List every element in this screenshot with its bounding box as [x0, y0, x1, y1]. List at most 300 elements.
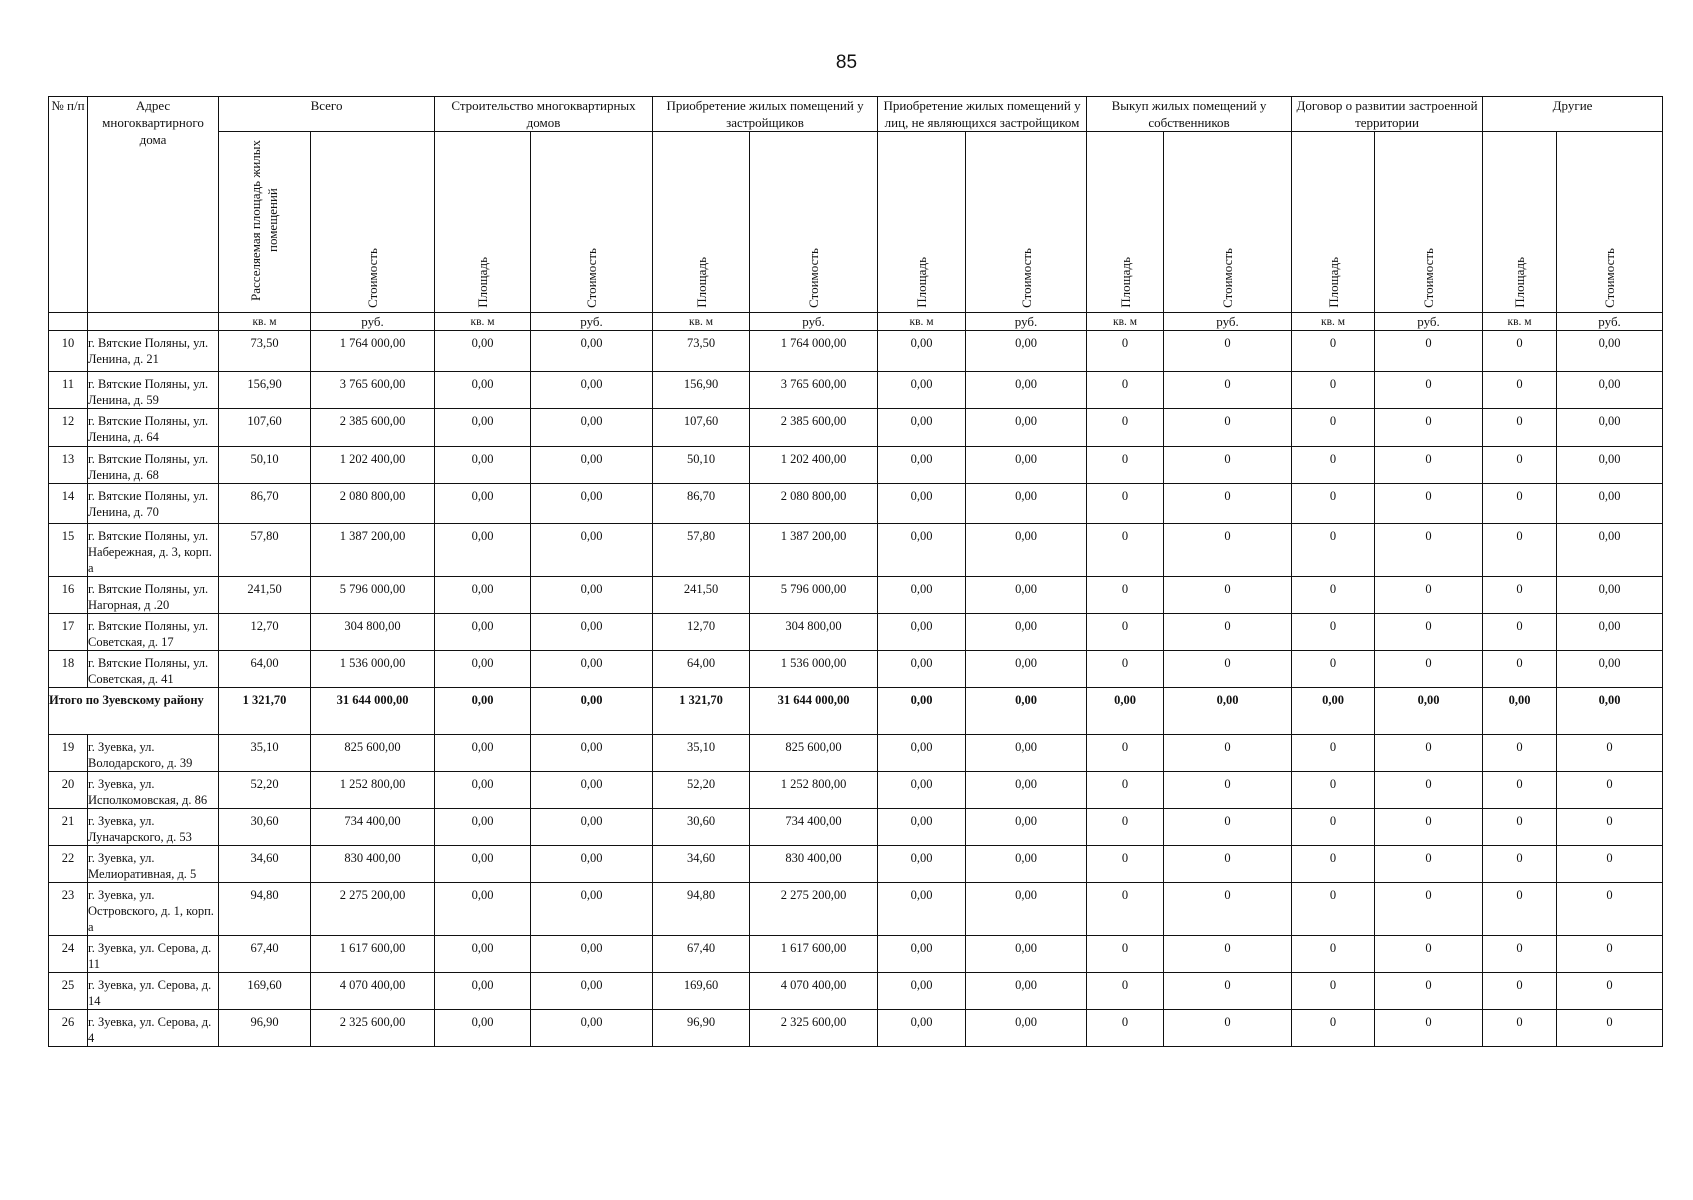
cell-value: 3 765 600,00 [750, 372, 878, 409]
total-value: 0,00 [1557, 688, 1663, 735]
cell-value: 0 [1483, 772, 1557, 809]
row-number: 22 [49, 846, 88, 883]
cell-value: 0 [1087, 883, 1164, 936]
cell-value: 734 400,00 [311, 809, 435, 846]
table-row [49, 846, 1663, 883]
cell-value: 830 400,00 [750, 846, 878, 883]
cell-value: 0,00 [531, 809, 653, 846]
subcol-header [219, 132, 311, 313]
total-value: 0,00 [1164, 688, 1292, 735]
cell-value: 0 [1292, 883, 1375, 936]
cell-value: 57,80 [219, 524, 311, 577]
cell-value: 0,00 [435, 372, 531, 409]
cell-value: 0 [1164, 331, 1292, 372]
cell-value: 34,60 [653, 846, 750, 883]
cell-value: 2 385 600,00 [750, 409, 878, 447]
cell-value: 0 [1483, 409, 1557, 447]
cell-value: 0,00 [435, 846, 531, 883]
cell-value: 0 [1292, 936, 1375, 973]
cell-value: 0 [1164, 936, 1292, 973]
cell-value: 0 [1087, 651, 1164, 688]
row-number: 25 [49, 973, 88, 1010]
cell-value: 0,00 [435, 577, 531, 614]
subcol-header [435, 132, 531, 313]
cell-value: 0 [1164, 447, 1292, 484]
cell-value: 156,90 [653, 372, 750, 409]
cell-value: 0,00 [531, 409, 653, 447]
cell-value: 0,00 [531, 447, 653, 484]
cell-value: 86,70 [653, 484, 750, 524]
header-group-buyout: Выкуп жилых помещений у собственников [1087, 97, 1292, 132]
cell-value: 1 617 600,00 [750, 936, 878, 973]
cell-value: 0,00 [878, 846, 966, 883]
cell-value: 0 [1375, 936, 1483, 973]
subcol-header-label: Площадь [1325, 257, 1341, 308]
row-address: г. Зуевка, ул. Серова, д. 11 [88, 936, 219, 973]
cell-value: 0 [1292, 524, 1375, 577]
table-row [49, 772, 1663, 809]
subcol-header [1292, 132, 1375, 313]
cell-value: 107,60 [219, 409, 311, 447]
cell-value: 0 [1164, 524, 1292, 577]
header-no: № п/п [49, 97, 88, 313]
cell-value: 0 [1087, 524, 1164, 577]
subcol-header-label: Площадь [914, 257, 930, 308]
cell-value: 0,00 [966, 651, 1087, 688]
cell-value: 0,00 [531, 1010, 653, 1047]
table-row [49, 447, 1663, 484]
subcol-header-label: Площадь [1512, 257, 1528, 308]
cell-value: 0,00 [531, 973, 653, 1010]
row-address: г. Вятские Поляны, ул. Нагорная, д .20 [88, 577, 219, 614]
cell-value: 0 [1483, 651, 1557, 688]
table-row [49, 409, 1663, 447]
cell-value: 0 [1483, 1010, 1557, 1047]
row-address: г. Зуевка, ул. Серова, д. 4 [88, 1010, 219, 1047]
subcol-header-label: Площадь [475, 257, 491, 308]
cell-value: 0,00 [966, 524, 1087, 577]
table-row [49, 577, 1663, 614]
cell-value: 0 [1483, 973, 1557, 1010]
cell-value: 0 [1483, 809, 1557, 846]
cell-value: 0,00 [531, 936, 653, 973]
cell-value: 0,00 [435, 1010, 531, 1047]
cell-value: 0,00 [878, 524, 966, 577]
cell-value: 94,80 [219, 883, 311, 936]
cell-value: 0 [1087, 614, 1164, 651]
cell-value: 0 [1557, 735, 1663, 772]
cell-value: 1 387 200,00 [311, 524, 435, 577]
cell-value: 0 [1164, 577, 1292, 614]
row-number: 13 [49, 447, 88, 484]
table-body-vyatskie-polyany [49, 331, 1663, 688]
cell-value: 0,00 [966, 614, 1087, 651]
cell-value: 0,00 [878, 883, 966, 936]
units-blank [88, 313, 219, 331]
cell-value: 34,60 [219, 846, 311, 883]
unit-label: кв. м [1087, 313, 1164, 331]
subcol-header [1375, 132, 1483, 313]
total-row [49, 688, 1663, 735]
row-address: г. Вятские Поляны, ул. Набережная, д. 3, корп. а [88, 524, 219, 577]
cell-value: 0 [1557, 883, 1663, 936]
table-row [49, 1010, 1663, 1047]
cell-value: 0,00 [966, 936, 1087, 973]
cell-value: 0,00 [531, 883, 653, 936]
cell-value: 0 [1087, 447, 1164, 484]
cell-value: 1 202 400,00 [750, 447, 878, 484]
cell-value: 0,00 [966, 846, 1087, 883]
cell-value: 0,00 [966, 809, 1087, 846]
table-row [49, 614, 1663, 651]
subcol-header [311, 132, 435, 313]
cell-value: 2 385 600,00 [311, 409, 435, 447]
cell-value: 0 [1292, 809, 1375, 846]
cell-value: 0 [1483, 331, 1557, 372]
row-number: 20 [49, 772, 88, 809]
cell-value: 0 [1164, 973, 1292, 1010]
cell-value: 0,00 [878, 973, 966, 1010]
cell-value: 734 400,00 [750, 809, 878, 846]
row-number: 21 [49, 809, 88, 846]
cell-value: 0 [1292, 772, 1375, 809]
cell-value: 0,00 [878, 484, 966, 524]
cell-value: 0,00 [435, 883, 531, 936]
cell-value: 0,00 [878, 372, 966, 409]
cell-value: 0,00 [531, 484, 653, 524]
cell-value: 0 [1375, 447, 1483, 484]
cell-value: 0 [1164, 883, 1292, 936]
cell-value: 0,00 [435, 809, 531, 846]
header-address: Адрес многоквартирного дома [88, 97, 219, 313]
cell-value: 0 [1292, 331, 1375, 372]
cell-value: 0,00 [531, 524, 653, 577]
cell-value: 0,00 [878, 809, 966, 846]
cell-value: 0,00 [966, 577, 1087, 614]
cell-value: 0 [1375, 331, 1483, 372]
cell-value: 0 [1557, 846, 1663, 883]
cell-value: 12,70 [653, 614, 750, 651]
cell-value: 0 [1164, 409, 1292, 447]
cell-value: 0,00 [435, 331, 531, 372]
subcol-header [750, 132, 878, 313]
row-number: 15 [49, 524, 88, 577]
cell-value: 0 [1292, 577, 1375, 614]
cell-value: 0 [1164, 735, 1292, 772]
table-row [49, 883, 1663, 936]
table-row [49, 973, 1663, 1010]
cell-value: 64,00 [653, 651, 750, 688]
cell-value: 0,00 [435, 651, 531, 688]
cell-value: 0,00 [1557, 331, 1663, 372]
row-address: г. Зуевка, ул. Исполкомовская, д. 86 [88, 772, 219, 809]
cell-value: 0 [1483, 614, 1557, 651]
cell-value: 30,60 [653, 809, 750, 846]
header-group-construction: Строительство многоквартирных домов [435, 97, 653, 132]
cell-value: 67,40 [219, 936, 311, 973]
cell-value: 0 [1292, 1010, 1375, 1047]
cell-value: 0,00 [531, 735, 653, 772]
header-group-development-agreement: Договор о развитии застроенной территории [1292, 97, 1483, 132]
cell-value: 0,00 [435, 735, 531, 772]
cell-value: 0 [1375, 809, 1483, 846]
cell-value: 0 [1292, 846, 1375, 883]
cell-value: 0 [1375, 484, 1483, 524]
cell-value: 0 [1087, 577, 1164, 614]
cell-value: 0 [1375, 372, 1483, 409]
cell-value: 0 [1375, 524, 1483, 577]
cell-value: 1 252 800,00 [750, 772, 878, 809]
row-address: г. Зуевка, ул. Серова, д. 14 [88, 973, 219, 1010]
cell-value: 0 [1087, 936, 1164, 973]
total-value: 31 644 000,00 [311, 688, 435, 735]
cell-value: 35,10 [653, 735, 750, 772]
cell-value: 1 764 000,00 [311, 331, 435, 372]
cell-value: 0 [1087, 735, 1164, 772]
cell-value: 0,00 [966, 735, 1087, 772]
cell-value: 0,00 [966, 973, 1087, 1010]
cell-value: 0 [1483, 846, 1557, 883]
row-address: г. Вятские Поляны, ул. Советская, д. 41 [88, 651, 219, 688]
subcol-header [1483, 132, 1557, 313]
row-number: 17 [49, 614, 88, 651]
cell-value: 50,10 [653, 447, 750, 484]
cell-value: 35,10 [219, 735, 311, 772]
total-value: 0,00 [531, 688, 653, 735]
cell-value: 2 275 200,00 [311, 883, 435, 936]
cell-value: 0,00 [435, 484, 531, 524]
subcol-header-label: Стоимость [1018, 248, 1034, 308]
unit-label: руб. [1557, 313, 1663, 331]
cell-value: 1 202 400,00 [311, 447, 435, 484]
cell-value: 50,10 [219, 447, 311, 484]
header-units-row [49, 313, 1663, 331]
cell-value: 30,60 [219, 809, 311, 846]
cell-value: 0 [1557, 1010, 1663, 1047]
cell-value: 1 536 000,00 [750, 651, 878, 688]
cell-value: 0,00 [878, 1010, 966, 1047]
cell-value: 0,00 [878, 735, 966, 772]
cell-value: 0,00 [966, 772, 1087, 809]
cell-value: 0 [1292, 372, 1375, 409]
cell-value: 0,00 [531, 577, 653, 614]
cell-value: 0 [1375, 735, 1483, 772]
cell-value: 1 387 200,00 [750, 524, 878, 577]
subcol-header-label: Стоимость [1220, 248, 1236, 308]
cell-value: 830 400,00 [311, 846, 435, 883]
cell-value: 0,00 [966, 409, 1087, 447]
row-address: г. Вятские Поляны, ул. Ленина, д. 68 [88, 447, 219, 484]
cell-value: 0,00 [531, 772, 653, 809]
cell-value: 0,00 [1557, 484, 1663, 524]
cell-value: 0 [1087, 809, 1164, 846]
total-value: 0,00 [1375, 688, 1483, 735]
total-value: 0,00 [878, 688, 966, 735]
unit-label: кв. м [878, 313, 966, 331]
row-number: 12 [49, 409, 88, 447]
cell-value: 0,00 [435, 973, 531, 1010]
cell-value: 12,70 [219, 614, 311, 651]
cell-value: 0 [1087, 772, 1164, 809]
cell-value: 0 [1164, 651, 1292, 688]
cell-value: 0 [1087, 1010, 1164, 1047]
cell-value: 0,00 [531, 651, 653, 688]
cell-value: 0,00 [1557, 372, 1663, 409]
cell-value: 0 [1557, 936, 1663, 973]
subcol-header-label: Стоимость [365, 248, 380, 308]
table-row [49, 331, 1663, 372]
cell-value: 0,00 [966, 372, 1087, 409]
cell-value: 0 [1483, 372, 1557, 409]
row-number: 26 [49, 1010, 88, 1047]
housing-resettlement-table [48, 96, 1663, 1047]
cell-value: 0 [1292, 614, 1375, 651]
subcol-header-label: Стоимость [1602, 248, 1618, 308]
cell-value: 1 617 600,00 [311, 936, 435, 973]
table-row [49, 484, 1663, 524]
subcol-header [531, 132, 653, 313]
cell-value: 0,00 [435, 614, 531, 651]
table-row [49, 524, 1663, 577]
cell-value: 0 [1292, 735, 1375, 772]
subcol-header-label: Стоимость [806, 248, 822, 308]
cell-value: 0,00 [435, 524, 531, 577]
cell-value: 0,00 [435, 447, 531, 484]
cell-value: 0,00 [435, 772, 531, 809]
cell-value: 0 [1375, 577, 1483, 614]
cell-value: 0,00 [1557, 614, 1663, 651]
cell-value: 0,00 [1557, 524, 1663, 577]
cell-value: 5 796 000,00 [750, 577, 878, 614]
subcol-header-label: Стоимость [584, 248, 600, 308]
row-number: 19 [49, 735, 88, 772]
cell-value: 64,00 [219, 651, 311, 688]
cell-value: 304 800,00 [311, 614, 435, 651]
header-group-purchase-nondevelopers: Приобретение жилых помещений у лиц, не являющихся застройщиком [878, 97, 1087, 132]
total-value: 0,00 [1483, 688, 1557, 735]
cell-value: 0,00 [878, 331, 966, 372]
cell-value: 169,60 [653, 973, 750, 1010]
cell-value: 241,50 [653, 577, 750, 614]
cell-value: 0,00 [966, 447, 1087, 484]
row-address: г. Вятские Поляны, ул. Ленина, д. 59 [88, 372, 219, 409]
cell-value: 0 [1292, 447, 1375, 484]
cell-value: 0,00 [1557, 577, 1663, 614]
subcol-header-label: Расселяемая площадь жилых помещений [247, 139, 280, 301]
total-label: Итого по Зуевскому району [49, 688, 219, 735]
table-row [49, 936, 1663, 973]
cell-value: 0 [1164, 809, 1292, 846]
cell-value: 1 764 000,00 [750, 331, 878, 372]
cell-value: 0 [1375, 883, 1483, 936]
unit-label: руб. [750, 313, 878, 331]
cell-value: 0,00 [878, 651, 966, 688]
cell-value: 0 [1164, 846, 1292, 883]
cell-value: 73,50 [219, 331, 311, 372]
cell-value: 0 [1375, 846, 1483, 883]
cell-value: 0,00 [531, 846, 653, 883]
cell-value: 0 [1164, 1010, 1292, 1047]
subcol-header-label: Площадь [1117, 257, 1133, 308]
cell-value: 0 [1483, 735, 1557, 772]
cell-value: 0 [1292, 409, 1375, 447]
unit-label: кв. м [1292, 313, 1375, 331]
cell-value: 0 [1375, 772, 1483, 809]
cell-value: 0 [1164, 372, 1292, 409]
table-row [49, 651, 1663, 688]
subcol-header [878, 132, 966, 313]
subcol-header-label: Площадь [693, 257, 709, 308]
subcol-header [1164, 132, 1292, 313]
row-address: г. Зуевка, ул. Мелиоративная, д. 5 [88, 846, 219, 883]
unit-label: руб. [1164, 313, 1292, 331]
page-number: 85 [835, 52, 858, 73]
cell-value: 0,00 [1557, 409, 1663, 447]
cell-value: 0 [1375, 651, 1483, 688]
cell-value: 0 [1375, 973, 1483, 1010]
total-value: 0,00 [1087, 688, 1164, 735]
cell-value: 0 [1375, 614, 1483, 651]
cell-value: 825 600,00 [750, 735, 878, 772]
row-number: 10 [49, 331, 88, 372]
table-row [49, 372, 1663, 409]
cell-value: 0,00 [878, 614, 966, 651]
cell-value: 52,20 [219, 772, 311, 809]
table-body-zuevka [49, 735, 1663, 1047]
row-address: г. Зуевка, ул. Володарского, д. 39 [88, 735, 219, 772]
row-address: г. Зуевка, ул. Островского, д. 1, корп. а [88, 883, 219, 936]
row-number: 11 [49, 372, 88, 409]
cell-value: 0 [1292, 484, 1375, 524]
cell-value: 0,00 [878, 447, 966, 484]
cell-value: 0 [1557, 809, 1663, 846]
cell-value: 0 [1557, 973, 1663, 1010]
cell-value: 96,90 [219, 1010, 311, 1047]
total-value: 0,00 [1292, 688, 1375, 735]
cell-value: 0 [1087, 846, 1164, 883]
cell-value: 3 765 600,00 [311, 372, 435, 409]
cell-value: 0,00 [966, 484, 1087, 524]
cell-value: 5 796 000,00 [311, 577, 435, 614]
cell-value: 0 [1164, 614, 1292, 651]
table-total [49, 688, 1663, 735]
cell-value: 0,00 [531, 331, 653, 372]
units-blank [49, 313, 88, 331]
cell-value: 0 [1087, 372, 1164, 409]
cell-value: 0,00 [435, 936, 531, 973]
cell-value: 825 600,00 [311, 735, 435, 772]
cell-value: 86,70 [219, 484, 311, 524]
table-row [49, 809, 1663, 846]
unit-label: руб. [1375, 313, 1483, 331]
cell-value: 241,50 [219, 577, 311, 614]
total-value: 1 321,70 [653, 688, 750, 735]
subcol-header [1557, 132, 1663, 313]
cell-value: 0 [1483, 936, 1557, 973]
cell-value: 57,80 [653, 524, 750, 577]
cell-value: 0,00 [966, 331, 1087, 372]
subcol-header [966, 132, 1087, 313]
cell-value: 0 [1375, 409, 1483, 447]
row-address: г. Вятские Поляны, ул. Ленина, д. 21 [88, 331, 219, 372]
cell-value: 0,00 [1557, 447, 1663, 484]
total-value: 0,00 [435, 688, 531, 735]
cell-value: 0 [1087, 409, 1164, 447]
cell-value: 0 [1164, 772, 1292, 809]
cell-value: 94,80 [653, 883, 750, 936]
cell-value: 0 [1292, 651, 1375, 688]
header-group-other: Другие [1483, 97, 1663, 132]
